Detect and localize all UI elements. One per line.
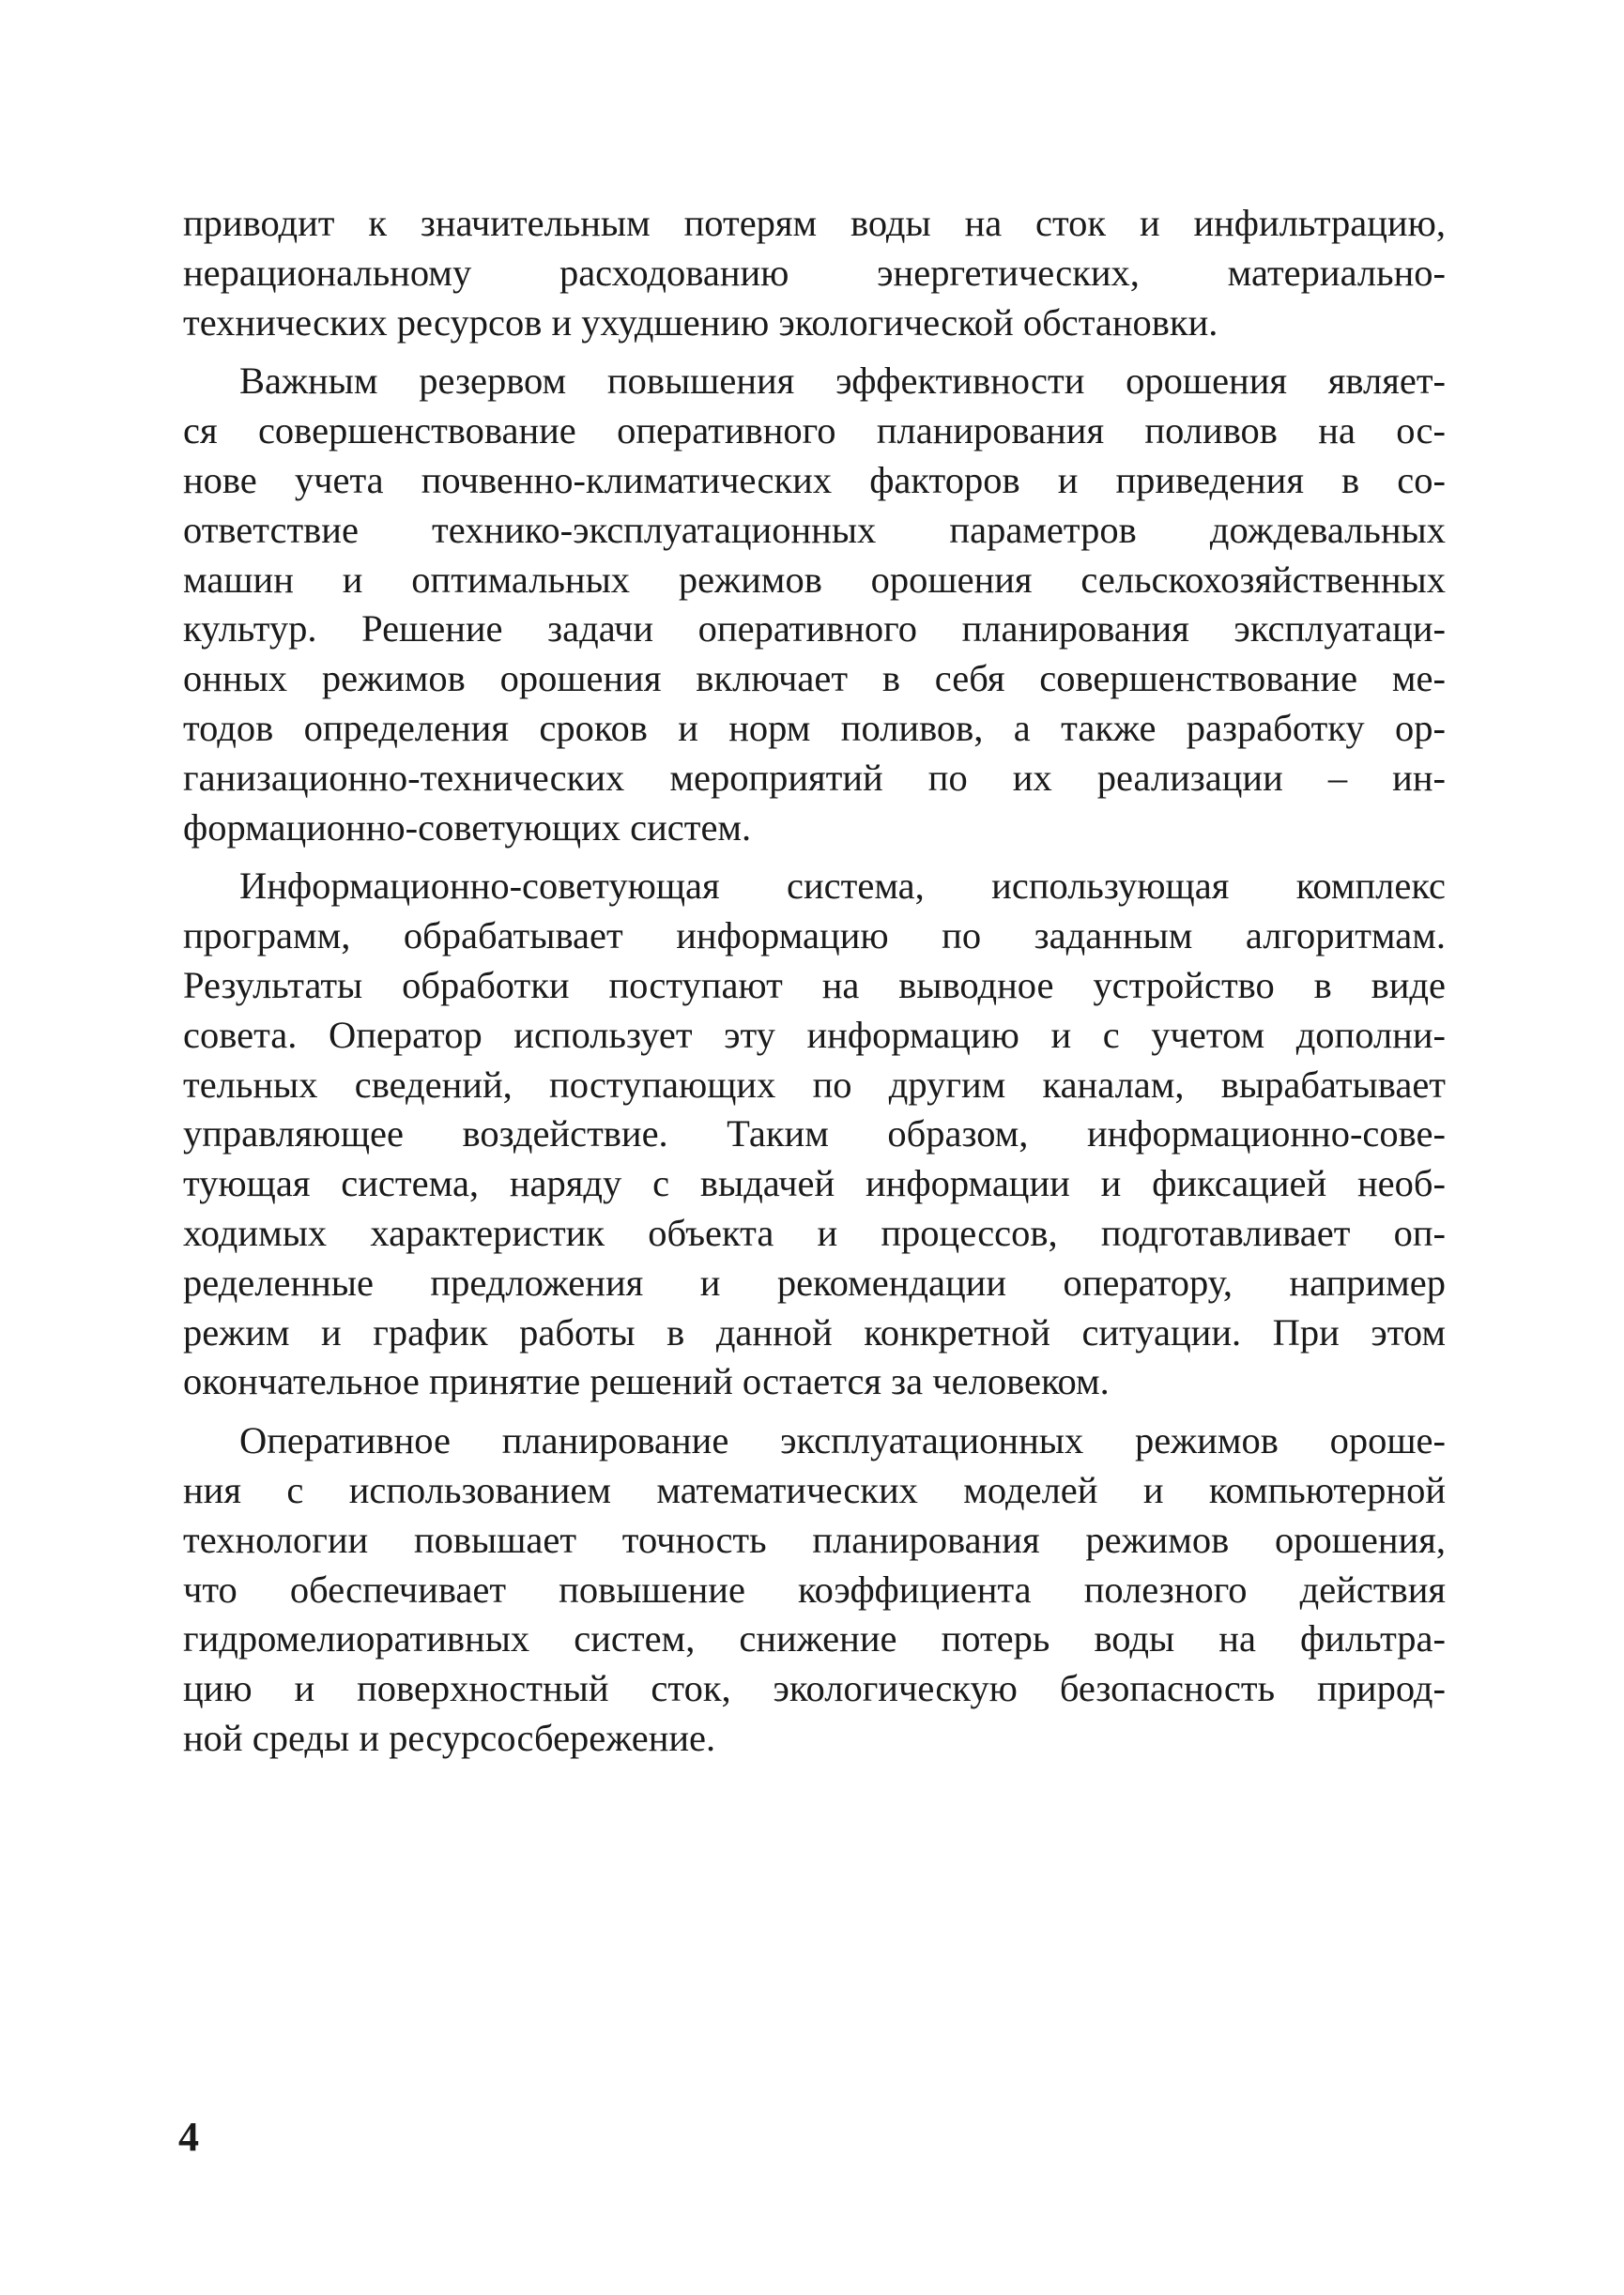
text-line: ходимых характеристик объекта и процессов, подготавливает оп- (183, 1211, 1446, 1254)
text-line: Важным резервом повышения эффективности орошения являет- (239, 360, 1446, 403)
text-line: культур. Решение задачи оперативного планирования эксплуатаци- (183, 607, 1446, 650)
page-number: 4 (178, 2114, 199, 2160)
text-line: ответствие технико-эксплуатационных параметров дождевальных (183, 508, 1446, 551)
text-line: окончательное принятие решений остается за человеком. (183, 1360, 1110, 1403)
text-line: тующая система, наряду с выдачей информации и фиксацией необ- (183, 1162, 1446, 1205)
text-line: управляющее воздействие. Таким образом, информационно-сове- (183, 1112, 1446, 1155)
text-line: что обеспечивает повышение коэффициента полезного действия (183, 1568, 1446, 1611)
paragraph-2 (183, 357, 1446, 852)
text-line: нове учета почвенно-климатических факторов и приведения в со- (183, 458, 1446, 501)
body-text (183, 199, 1446, 1773)
text-line: машин и оптимальных режимов орошения сельскохозяйственных (183, 558, 1446, 601)
text-line: приводит к значительным потерям воды на сток и инфильтрацию, (183, 202, 1446, 244)
paragraph-1 (183, 199, 1446, 347)
text-line: технологии повышает точность планирования режимов орошения, (183, 1518, 1446, 1561)
text-line: цию и поверхностный сток, экологическую безопасность природ- (183, 1667, 1446, 1710)
text-line: ной среды и ресурсосбережение. (183, 1716, 716, 1759)
text-line: ределенные предложения и рекомендации оператору, например (183, 1261, 1446, 1304)
text-line: тодов определения сроков и норм поливов, а также разработку ор- (183, 706, 1446, 749)
text-line: нерациональному расходованию энергетических, материально- (183, 251, 1446, 294)
text-line: Оперативное планирование эксплуатационных режимов ороше- (239, 1419, 1446, 1462)
paragraph-3 (183, 862, 1446, 1407)
text-line: ганизационно-технических мероприятий по их реализации – ин- (183, 756, 1446, 799)
text-line: технических ресурсов и ухудшению экологической обстановки. (183, 300, 1218, 344)
text-line: ся совершенствование оперативного планирования поливов на ос- (183, 409, 1446, 452)
text-line: программ, обрабатывает информацию по заданным алгоритмам. (183, 914, 1446, 957)
text-line: совета. Оператор использует эту информацию и с учетом дополни- (183, 1013, 1446, 1056)
text-line: Информационно-советующая система, использующая комплекс (239, 864, 1446, 908)
text-line: Результаты обработки поступают на выводное устройство в виде (183, 963, 1446, 1006)
text-line: формационно-советующих систем. (183, 805, 752, 849)
text-line: тельных сведений, поступающих по другим каналам, вырабатывает (183, 1063, 1446, 1106)
text-line: онных режимов орошения включает в себя совершенствование ме- (183, 657, 1446, 700)
paragraph-4 (183, 1416, 1446, 1764)
text-line: режим и график работы в данной конкретной ситуации. При этом (183, 1310, 1446, 1354)
text-line: ния с использованием математических моделей и компьютерной (183, 1468, 1446, 1511)
text-line: гидромелиоративных систем, снижение потерь воды на фильтра- (183, 1617, 1446, 1660)
